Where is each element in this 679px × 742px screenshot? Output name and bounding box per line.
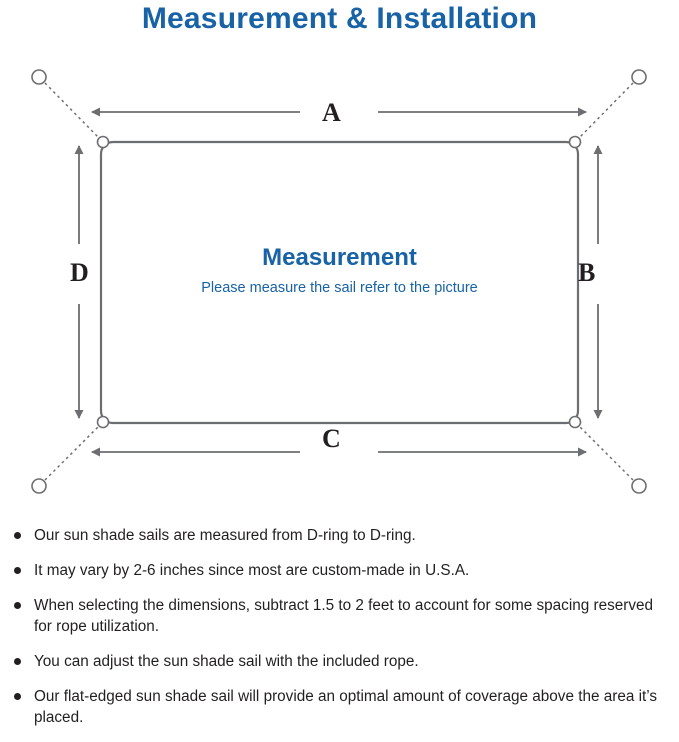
- anchor-point-top-left: [32, 70, 46, 84]
- dimension-label-b: B: [578, 258, 596, 287]
- page-title: Measurement & Installation: [141, 2, 538, 35]
- bullet-icon: [14, 693, 21, 700]
- d-ring-top-left: [98, 137, 109, 148]
- note-text: When selecting the dimensions, subtract 1.5 to 2 feet to account for some spacing reserved for rope utilization.: [34, 597, 654, 635]
- bullet-icon: [14, 532, 21, 539]
- d-ring-bottom-left: [98, 417, 109, 428]
- dimension-label-a: A: [322, 98, 341, 127]
- bullet-icon: [14, 658, 21, 665]
- anchor-point-bottom-right: [632, 479, 646, 493]
- d-ring-top-right: [570, 137, 581, 148]
- anchor-point-top-right: [632, 70, 646, 84]
- bullet-icon: [14, 602, 21, 609]
- d-ring-bottom-right: [570, 417, 581, 428]
- note-text: You can adjust the sun shade sail with the included rope.: [34, 653, 419, 670]
- list-item: [0, 651, 679, 672]
- measurement-center-subtitle: Please measure the sail refer to the picture: [201, 280, 478, 296]
- dimension-label-c: C: [322, 424, 341, 453]
- measurement-center-title: Measurement: [262, 244, 417, 271]
- list-item: [0, 595, 679, 637]
- note-text: Our sun shade sails are measured from D-ring to D-ring.: [34, 527, 416, 544]
- dimension-label-d: D: [70, 258, 89, 287]
- note-text: It may vary by 2-6 inches since most are custom-made in U.S.A.: [34, 562, 470, 579]
- anchor-point-bottom-left: [32, 479, 46, 493]
- rope-top-right: [580, 83, 633, 137]
- rope-top-left: [45, 83, 98, 137]
- notes-list: [0, 525, 679, 742]
- list-item: [0, 686, 679, 728]
- bullet-icon: [14, 567, 21, 574]
- list-item: [0, 525, 679, 546]
- rope-bottom-right: [580, 427, 633, 480]
- note-text: Our flat-edged sun shade sail will provide an optimal amount of coverage above the area it’s placed.: [34, 688, 658, 726]
- measurement-diagram: [0, 46, 679, 516]
- rope-bottom-left: [45, 427, 98, 480]
- list-item: [0, 560, 679, 581]
